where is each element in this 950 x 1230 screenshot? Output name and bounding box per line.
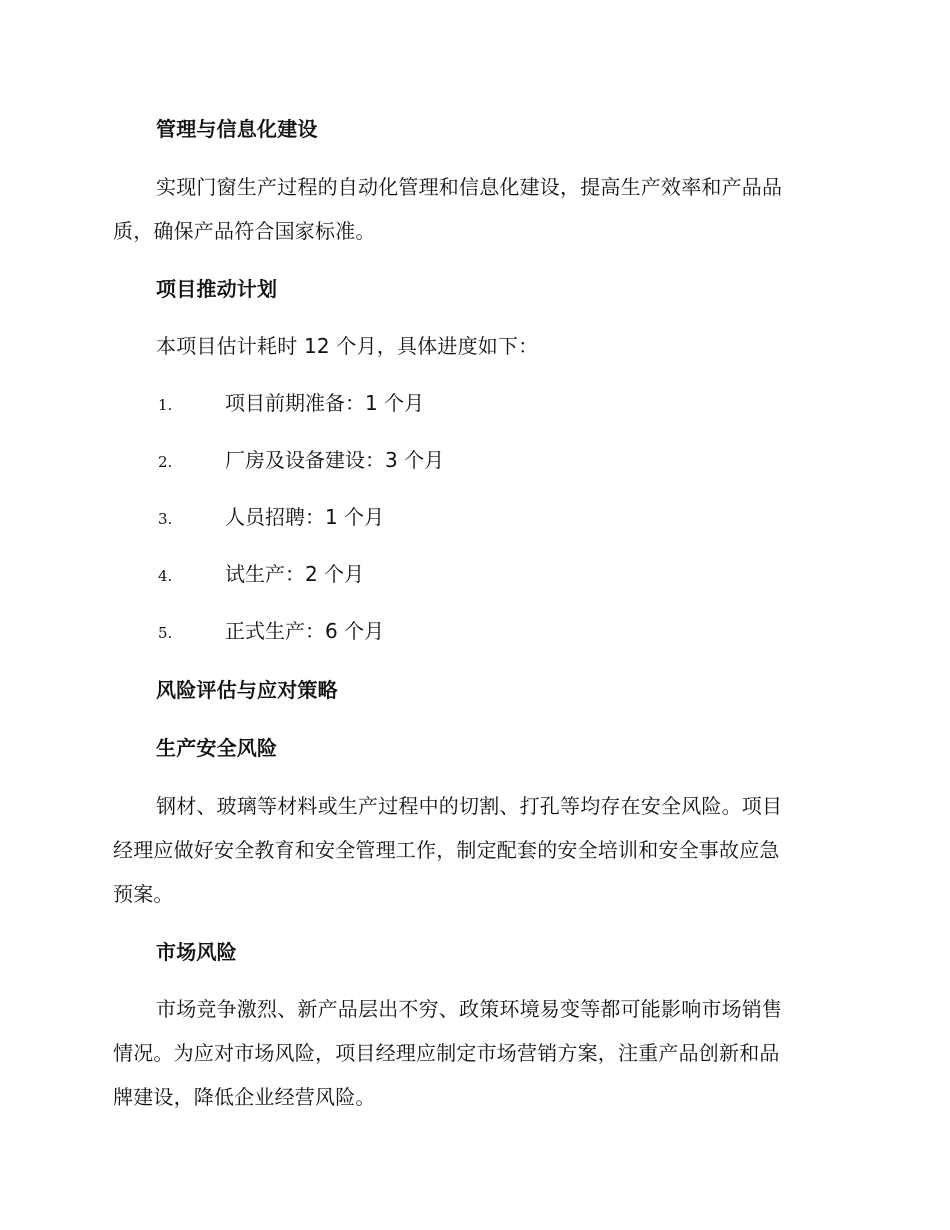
list-item-text: 项目前期准备：1 个月 [225, 391, 425, 415]
paragraph-market-line-2: 情况。为应对市场风险，项目经理应制定市场营销方案，注重产品创新和品 [113, 1041, 780, 1065]
list-item-number: 5. [158, 624, 173, 642]
paragraph-management-line-1: 实现门窗生产过程的自动化管理和信息化建设，提高生产效率和产品品 [156, 175, 783, 199]
paragraph-market-line-1: 市场竞争激烈、新产品层出不穷、政策环境易变等都可能影响市场销售 [156, 997, 783, 1021]
list-item-number: 3. [158, 510, 173, 528]
paragraph-safety-line-3: 预案。 [113, 882, 174, 906]
list-item-number: 4. [158, 567, 173, 585]
paragraph-safety-line-2: 经理应做好安全教育和安全管理工作，制定配套的安全培训和安全事故应急 [113, 838, 780, 862]
heading-management-informatization: 管理与信息化建设 [156, 117, 318, 141]
list-item-text: 人员招聘：1 个月 [225, 505, 385, 529]
list-item-text: 试生产：2 个月 [225, 562, 365, 586]
list-item-text: 厂房及设备建设：3 个月 [225, 448, 445, 472]
heading-risk-assessment: 风险评估与应对策略 [156, 678, 338, 702]
list-item-text: 正式生产：6 个月 [225, 619, 385, 643]
heading-production-safety-risk: 生产安全风险 [156, 736, 278, 760]
paragraph-safety-line-1: 钢材、玻璃等材料或生产过程中的切割、打孔等均存在安全风险。项目 [156, 794, 783, 818]
list-item-number: 1. [158, 396, 173, 414]
paragraph-management-line-2: 质，确保产品符合国家标准。 [113, 219, 376, 243]
paragraph-market-line-3: 牌建设，降低企业经营风险。 [113, 1085, 376, 1109]
heading-project-plan: 项目推动计划 [156, 277, 278, 301]
paragraph-plan-intro: 本项目估计耗时 12 个月，具体进度如下： [156, 334, 539, 358]
list-item-number: 2. [158, 453, 173, 471]
heading-market-risk: 市场风险 [156, 940, 237, 964]
